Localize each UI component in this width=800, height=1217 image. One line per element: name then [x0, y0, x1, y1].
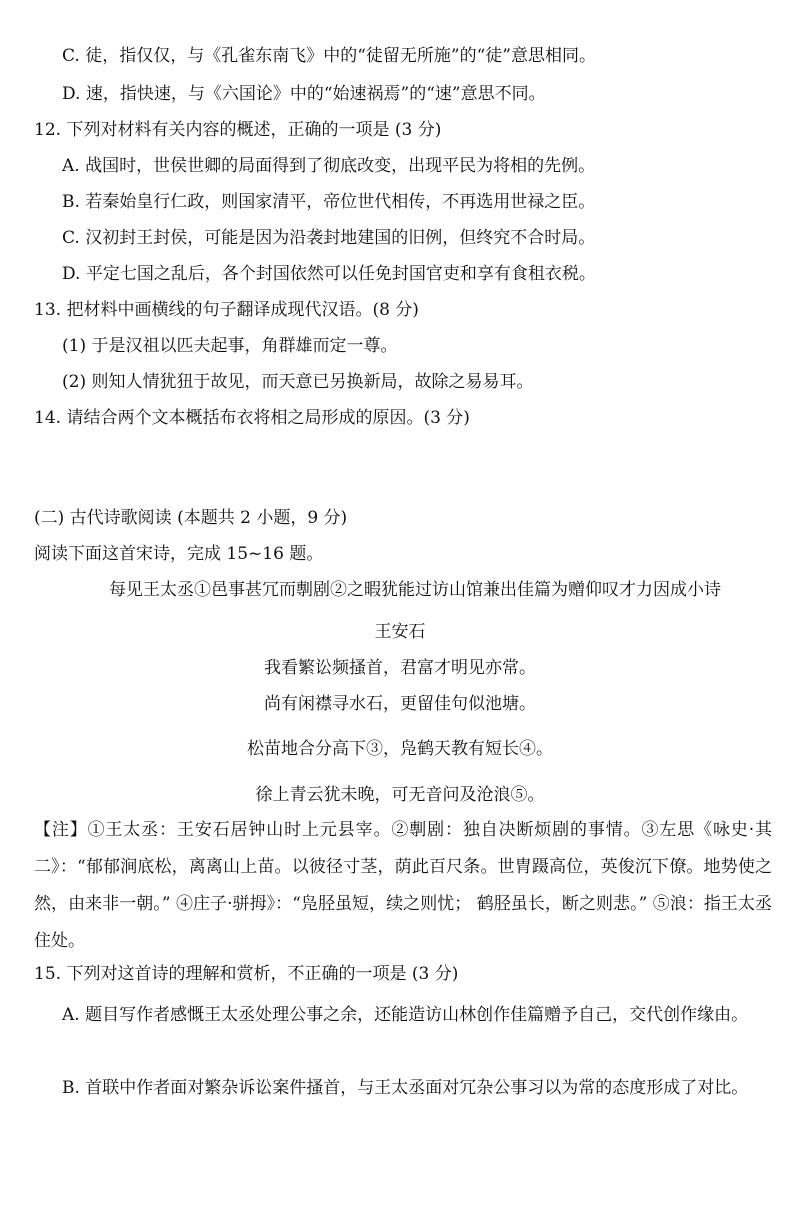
poem-notes: 【注】①王太丞：王安石居钟山时上元县宰。②剸剧：独自决断烦剧的事情。③左思《咏史·其二》：“郁郁涧底松，离离山上苗。以彼径寸茎，荫此百尺条。世胄蹑高位，英俊沉下僚。地势使之然，由来非一朝。” ④庄子·骈拇》：“凫胫虽短，续之则忧； 鹤胫虽长，断之则悲。” ⑤浪：指王太丞住处。	[34, 820, 772, 951]
q15-option-b: B. 首联中作者面对繁杂诉讼案件搔首，与王太丞面对冗杂公事习以为常的态度形成了对比。	[62, 1078, 749, 1098]
q12-option-a: A. 战国时，世侯世卿的局面得到了彻底改变，出现平民为将相的先例。	[62, 156, 596, 176]
q13-sentence-2: (2) 则知人情犹狃于故见，而天意已另换新局，故除之易易耳。	[62, 372, 534, 392]
poem-line: 我看繁讼频搔首，君富才明见亦常。	[264, 658, 536, 678]
poem-line: 松苗地合分高下③，凫鹤天教有短长④。	[247, 739, 553, 759]
q15-stem: 15. 下列对这首诗的理解和赏析，不正确的一项是 (3 分)	[34, 964, 459, 984]
q13-stem: 13. 把材料中画横线的句子翻译成现代汉语。(8 分)	[34, 300, 419, 320]
poem-title: 每见王太丞①邑事甚冗而剸剧②之暇犹能过访山馆兼出佳篇为赠仰叹才力因成小诗	[109, 580, 721, 600]
q13-sentence-1: (1) 于是汉祖以匹夫起事，角群雄而定一尊。	[62, 336, 398, 356]
q11-option-c: C. 徒，指仅仅，与《孔雀东南飞》中的“徒留无所施”的“徒”意思相同。	[62, 46, 596, 66]
q11-option-d: D. 速，指快速，与《六国论》中的“始速祸焉”的“速”意思不同。	[62, 84, 546, 104]
poem-line: 尚有闲襟寻水石，更留佳句似池塘。	[264, 694, 536, 714]
q14-stem: 14. 请结合两个文本概括布衣将相之局形成的原因。(3 分)	[34, 408, 470, 428]
section-instruction: 阅读下面这首宋诗，完成 15~16 题。	[34, 544, 324, 564]
poem-line: 徐上青云犹未晚，可无音问及沧浪⑤。	[255, 785, 545, 805]
section-heading: (二) 古代诗歌阅读 (本题共 2 小题，9 分)	[34, 508, 348, 528]
q12-stem: 12. 下列对材料有关内容的概述，正确的一项是 (3 分)	[34, 120, 442, 140]
q12-option-d: D. 平定七国之乱后，各个封国依然可以任免封国官吏和享有食租衣税。	[62, 264, 596, 284]
q15-option-a: A. 题目写作者感慨王太丞处理公事之余，还能造访山林创作佳篇赠予自己，交代创作缘由。	[62, 1005, 749, 1025]
q12-option-c: C. 汉初封王封侯，可能是因为沿袭封地建国的旧例，但终究不合时局。	[62, 228, 596, 248]
q12-option-b: B. 若秦始皇行仁政，则国家清平，帝位世代相传，不再选用世禄之臣。	[62, 192, 596, 212]
poem-author: 王安石	[374, 622, 426, 642]
